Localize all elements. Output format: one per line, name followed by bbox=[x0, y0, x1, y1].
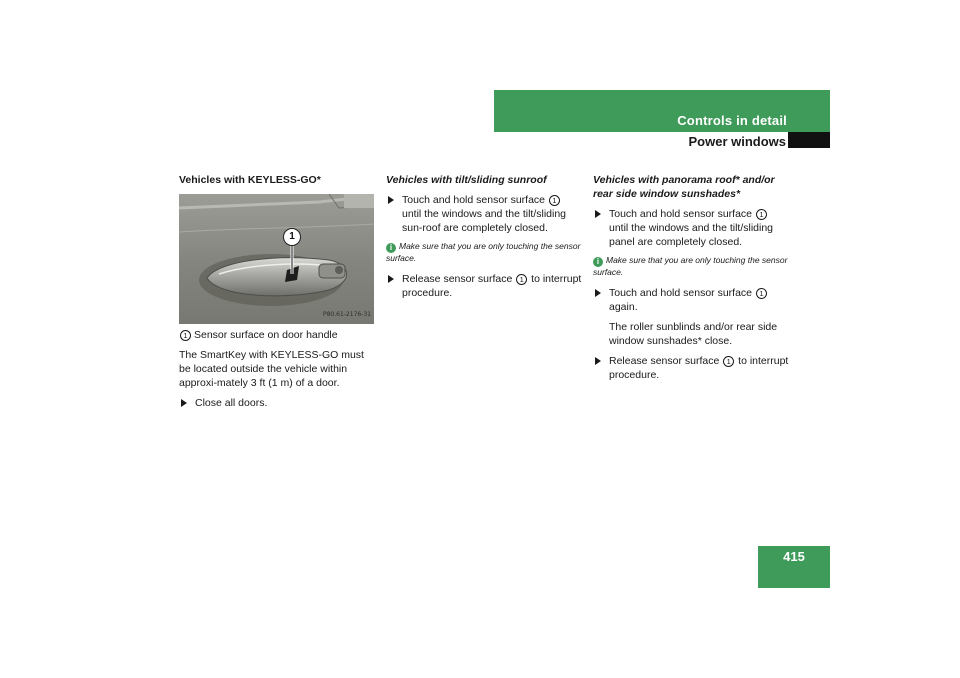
bullet-arrow-icon bbox=[595, 289, 601, 297]
instruction-touch-hold bbox=[593, 207, 789, 249]
bullet-arrow-icon bbox=[388, 275, 394, 283]
figure-code: P80.61-2176-31 bbox=[322, 311, 371, 318]
bullet-arrow-icon bbox=[388, 196, 394, 204]
info-icon: i bbox=[386, 243, 396, 253]
header-tab-marker bbox=[788, 132, 830, 148]
instruction-text: Close all doors. bbox=[195, 397, 268, 409]
instruction-text: again. bbox=[609, 301, 638, 313]
sunblinds-close-text: The roller sunblinds and/or rear side window sunshades* close. bbox=[609, 321, 778, 347]
instruction-text: Release sensor surface bbox=[402, 273, 513, 285]
page-number: 415 bbox=[783, 549, 805, 564]
instruction-text: Touch and hold sensor surface bbox=[609, 208, 753, 220]
instruction-touch-hold bbox=[386, 193, 582, 235]
instruction-text: Touch and hold sensor surface bbox=[609, 287, 753, 299]
column-panorama-roof bbox=[593, 173, 789, 388]
info-note bbox=[386, 241, 582, 264]
heading-keyless-go: Vehicles with KEYLESS-GO* bbox=[179, 174, 321, 186]
door-handle-figure bbox=[179, 194, 374, 324]
callout-number: 1 bbox=[516, 274, 527, 285]
caption-text: Sensor surface on door handle bbox=[194, 329, 338, 341]
heading-sunroof: Vehicles with tilt/sliding sunroof bbox=[386, 174, 547, 186]
page-number-box bbox=[758, 546, 830, 588]
instruction-text: Touch and hold sensor surface bbox=[402, 194, 546, 206]
figure-callout-1: 1 bbox=[283, 228, 301, 246]
smartkey-paragraph: The SmartKey with KEYLESS-GO must be located outside the vehicle within approxi-mately 3 ft (1 m) of a door. bbox=[179, 349, 364, 389]
instruction-text: until the windows and the tilt/sliding panel are completely closed. bbox=[609, 222, 774, 248]
instruction-release bbox=[593, 354, 789, 382]
instruction-release bbox=[386, 272, 582, 300]
header-band bbox=[494, 90, 830, 132]
bullet-arrow-icon bbox=[595, 210, 601, 218]
instruction-text: until the windows and the tilt/sliding sun-roof are completely closed. bbox=[402, 208, 567, 234]
callout-number: 1 bbox=[180, 330, 191, 341]
door-handle-illustration bbox=[179, 194, 374, 324]
callout-number: 1 bbox=[756, 209, 767, 220]
instruction-close-doors bbox=[179, 396, 375, 410]
note-text: Make sure that you are only touching the sensor surface. bbox=[593, 255, 788, 277]
bullet-arrow-icon bbox=[181, 399, 187, 407]
instruction-text: to interrupt procedure. bbox=[402, 273, 582, 299]
figure-caption bbox=[179, 328, 375, 342]
instruction-text: Release sensor surface bbox=[609, 355, 720, 367]
bullet-arrow-icon bbox=[595, 357, 601, 365]
callout-number: 1 bbox=[549, 195, 560, 206]
callout-number: 1 bbox=[756, 288, 767, 299]
callout-number: 1 bbox=[723, 356, 734, 367]
info-icon: i bbox=[593, 257, 603, 267]
column-keyless-go bbox=[179, 173, 375, 416]
note-text: Make sure that you are only touching the sensor surface. bbox=[386, 241, 581, 263]
info-note bbox=[593, 255, 789, 278]
instruction-touch-hold-again bbox=[593, 286, 789, 314]
section-title: Controls in detail bbox=[677, 113, 787, 128]
column-sunroof bbox=[386, 173, 582, 306]
instruction-text: to interrupt procedure. bbox=[609, 355, 789, 381]
section-subtitle: Power windows bbox=[688, 134, 786, 149]
heading-panorama-roof: Vehicles with panorama roof* and/or rear side window sunshades* bbox=[593, 174, 775, 200]
